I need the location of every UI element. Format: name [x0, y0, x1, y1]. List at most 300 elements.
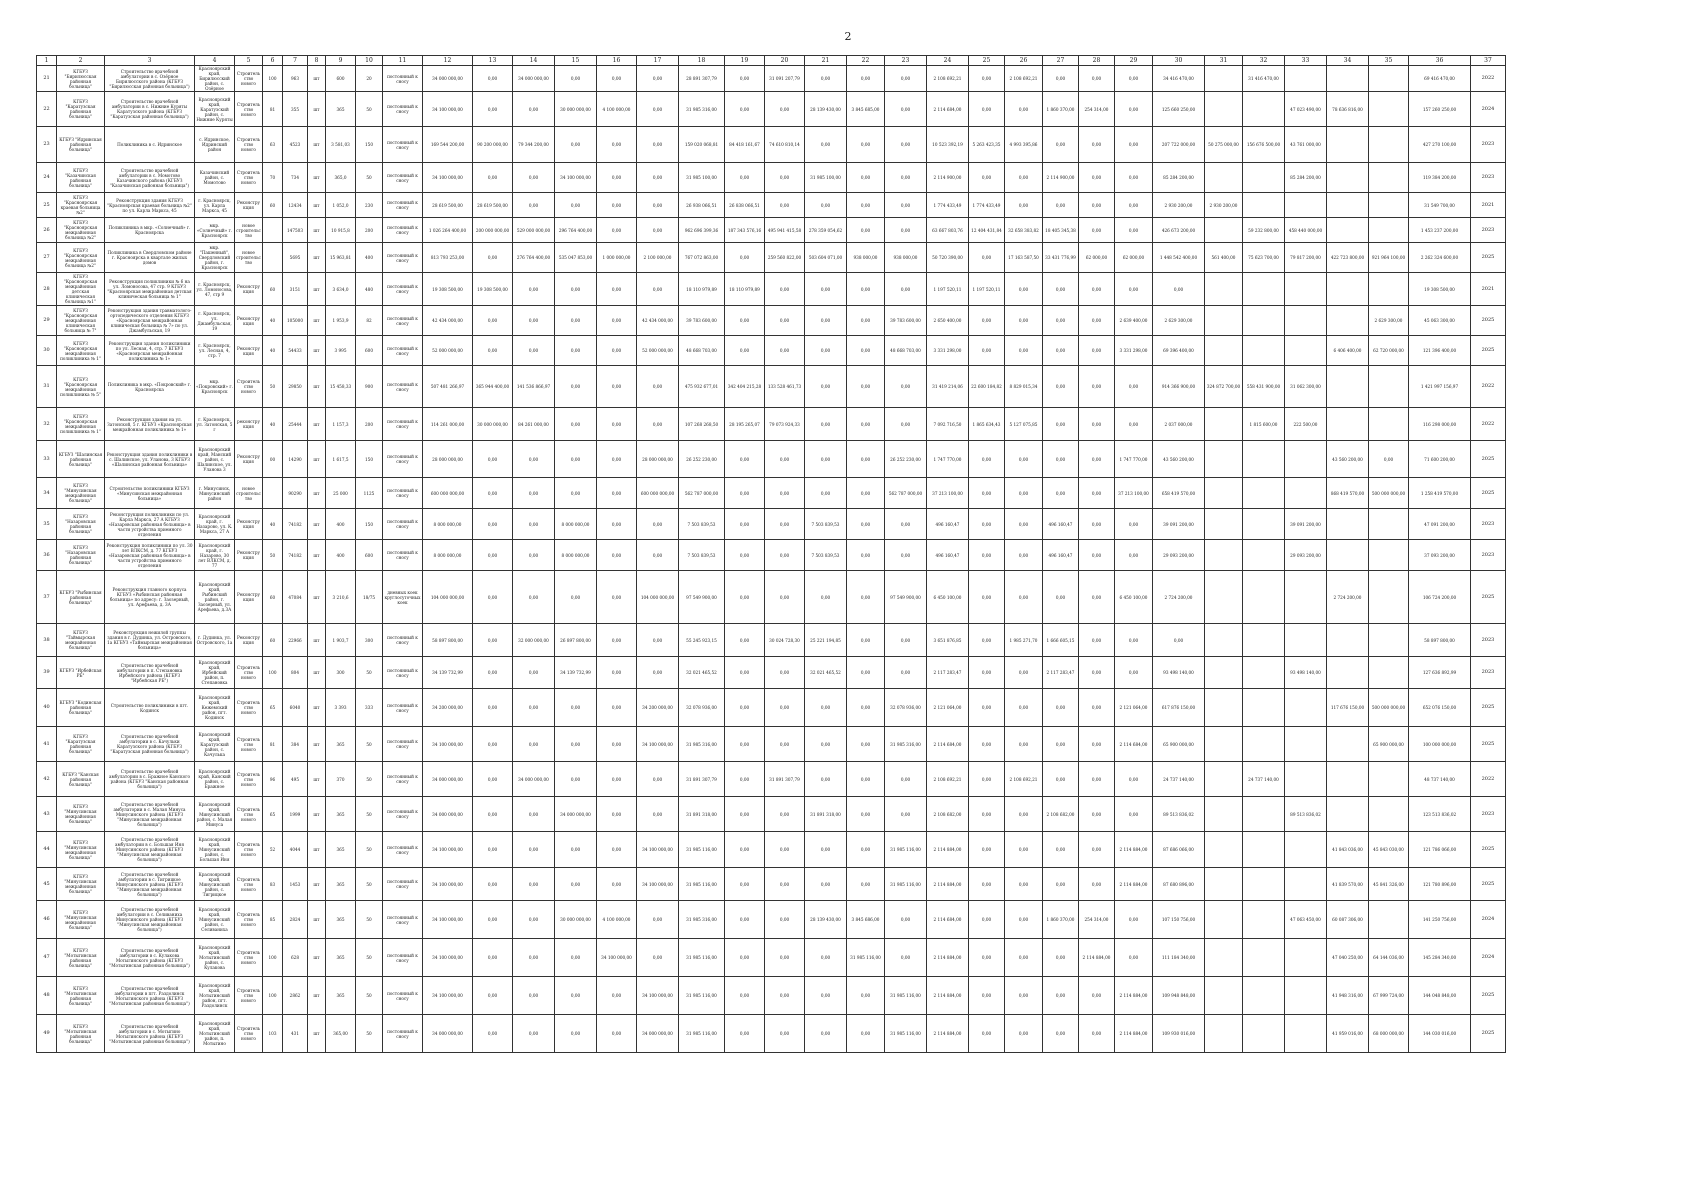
table-cell: Красноярский край, Минусинский район, с. Тигрицкое	[195, 868, 235, 901]
column-number-cell: 30	[1153, 56, 1205, 66]
table-cell: 0,00	[473, 901, 513, 939]
table-cell: 254 314,00	[1079, 901, 1115, 939]
table-cell: Реконструкция здания травматолого-ортопедического отделения КГБУЗ «Красноярская межрайонная клиническая больница № 7» по ул. Джамбульская, 19	[105, 306, 195, 336]
table-cell	[1243, 571, 1285, 624]
table-cell: 8 000 000,00	[555, 540, 597, 571]
table-cell: 0,00	[555, 478, 597, 509]
table-cell: 3 995	[326, 336, 356, 366]
table-cell: 0,00	[725, 762, 765, 797]
table-cell: 0,00	[1115, 92, 1153, 127]
table-cell: 43	[37, 797, 57, 832]
table-cell	[1205, 657, 1243, 689]
table-cell: 2025	[1471, 868, 1506, 901]
table-cell: постоянный к сносу	[383, 193, 423, 218]
table-cell: 0,00	[473, 336, 513, 366]
table-cell: 2025	[1471, 478, 1506, 509]
table-cell: шт	[308, 797, 326, 832]
column-number-cell: 10	[356, 56, 383, 66]
table-cell: 79 344 200,00	[513, 127, 555, 163]
table-cell: 156 676 500,00	[1243, 127, 1285, 163]
table-cell: Реконструкция	[235, 193, 263, 218]
table-cell: 0,00	[1079, 127, 1115, 163]
table-cell: 370	[326, 762, 356, 797]
table-cell: 0,00	[1005, 441, 1043, 478]
table-cell: 0,00	[555, 832, 597, 868]
table-cell: г. Красноярск, ул. Джамбульская, 19	[195, 306, 235, 336]
table-cell: 32 021 465,52	[679, 657, 725, 689]
table-cell: 29	[37, 306, 57, 336]
table-cell: 54433	[283, 336, 308, 366]
table-row	[37, 127, 1506, 163]
table-cell: Реконструкция здания поликлиники в с. Шалинское, ул. Уланова, 3 КГБУЗ «Шалинская районная больница»	[105, 441, 195, 478]
table-cell: Поликлиника в мкр. «Солнечный» г. Красноярска	[105, 218, 195, 243]
table-cell: 0,00	[473, 657, 513, 689]
table-cell: 0,00	[847, 127, 885, 163]
table-cell: 0,00	[597, 441, 637, 478]
table-cell: 0,00	[1079, 218, 1115, 243]
table-cell: 0,00	[637, 797, 679, 832]
table-cell: 62 000,00	[1115, 243, 1153, 273]
table-cell	[1327, 66, 1369, 92]
table-cell: 276 764 400,00	[513, 243, 555, 273]
table-cell: 43 761 000,00	[1285, 127, 1327, 163]
table-cell: 0,00	[513, 657, 555, 689]
table-cell: 0,00	[637, 66, 679, 92]
table-cell: 0,00	[805, 571, 847, 624]
table-cell	[1369, 797, 1409, 832]
table-cell: 2 629 300,00	[1369, 306, 1409, 336]
table-cell: КГБУЗ "Рыбинская районная больница"	[57, 571, 105, 624]
table-cell: 0,00	[1043, 727, 1079, 762]
table-cell: 365,00	[326, 1015, 356, 1053]
column-number-cell: 16	[597, 56, 637, 66]
table-cell	[1205, 218, 1243, 243]
table-cell: 2 114 900,00	[1043, 163, 1079, 193]
table-cell: 0,00	[1005, 868, 1043, 901]
table-cell: 34 000 000,00	[637, 1015, 679, 1053]
table-cell: 45 841 326,00	[1369, 868, 1409, 901]
table-cell: КГБУЗ "Ирбейская РБ"	[57, 657, 105, 689]
table-cell: 28 139 430,00	[805, 901, 847, 939]
table-cell: 42	[37, 762, 57, 797]
table-cell: 0,00	[885, 762, 927, 797]
table-cell: 2 930 200,00	[1205, 193, 1243, 218]
table-cell: 31 091 207,79	[765, 66, 805, 92]
table-cell: 145 284 340,00	[1409, 939, 1471, 977]
table-cell: 0,00	[1079, 832, 1115, 868]
table-cell: 617 876 150,00	[1153, 689, 1205, 727]
table-cell: КГБУЗ "Мотыгинская районная больница"	[57, 939, 105, 977]
table-cell: 34 100 000,00	[423, 92, 473, 127]
table-cell: 813 793 253,00	[423, 243, 473, 273]
table-cell: 0,00	[1005, 977, 1043, 1015]
table-cell: 0,00	[597, 689, 637, 727]
table-cell: 2025	[1471, 1015, 1506, 1053]
table-cell: постоянный к сносу	[383, 509, 423, 540]
table-cell	[1205, 727, 1243, 762]
table-cell: Реконструкция	[235, 306, 263, 336]
table-cell: 0,00	[847, 509, 885, 540]
table-cell	[1327, 218, 1369, 243]
table-cell: 2 108 692,21	[1005, 762, 1043, 797]
table-cell: 107 268 268,50	[679, 408, 725, 441]
table-cell: 0,00	[725, 939, 765, 977]
table-cell: с. Идринское, Идринский район	[195, 127, 235, 163]
table-cell: КГБУЗ "Мотыгинская районная больница"	[57, 1015, 105, 1053]
table-cell: 32 078 936,00	[679, 689, 725, 727]
table-cell: 150	[356, 127, 383, 163]
table-cell: 200 000 000,00	[473, 218, 513, 243]
table-cell: 0,00	[847, 832, 885, 868]
table-cell: КГБУЗ "Каратузская районная больница"	[57, 92, 105, 127]
table-cell	[1205, 478, 1243, 509]
table-cell: 31 416 470,00	[1243, 66, 1285, 92]
table-cell	[1243, 977, 1285, 1015]
table-cell: 0,00	[765, 441, 805, 478]
table-cell: 97 549 900,00	[885, 571, 927, 624]
table-cell: шт	[308, 540, 326, 571]
table-cell	[1327, 306, 1369, 336]
table-cell: 0,00	[1079, 1015, 1115, 1053]
table-cell: 0,00	[1079, 868, 1115, 901]
table-cell: 0,00	[847, 306, 885, 336]
table-cell: 0,00	[805, 366, 847, 408]
table-cell: 29850	[283, 366, 308, 408]
table-cell	[1285, 571, 1327, 624]
table-cell: постоянный к сносу	[383, 336, 423, 366]
table-cell	[1205, 540, 1243, 571]
table-cell	[1205, 571, 1243, 624]
table-cell: Строительство врачебной амбулатории в п. Степановка Ирбейского района (КГБУЗ "Ирбейская РБ")	[105, 657, 195, 689]
table-cell: 40	[263, 408, 283, 441]
table-row	[37, 441, 1506, 478]
table-cell: Красноярский край, Кежемский район, пгт. Кодинск	[195, 689, 235, 727]
table-cell: 475 932 677,01	[679, 366, 725, 408]
table-cell: 0,00	[847, 366, 885, 408]
table-cell: 333	[356, 689, 383, 727]
table-cell: 278 359 054,62	[805, 218, 847, 243]
table-cell	[1285, 939, 1327, 977]
table-cell: 0,00	[473, 540, 513, 571]
table-cell	[1243, 689, 1285, 727]
table-cell: 365,0	[326, 163, 356, 193]
table-cell: 0,00	[597, 832, 637, 868]
table-cell: 0,00	[725, 336, 765, 366]
table-cell: 0,00	[885, 797, 927, 832]
table-cell: 1 747 770,00	[927, 441, 969, 478]
table-cell: 0,00	[1079, 977, 1115, 1015]
table-cell	[1327, 727, 1369, 762]
table-cell: 0,00	[847, 478, 885, 509]
table-cell: 34 100 000,00	[423, 868, 473, 901]
table-cell: 69 396 400,00	[1153, 336, 1205, 366]
table-cell: 0,00	[597, 762, 637, 797]
table-cell: 0,00	[597, 273, 637, 306]
table-cell: 40	[37, 689, 57, 727]
table-cell: 500 000 000,00	[1369, 689, 1409, 727]
table-cell: 0,00	[1115, 218, 1153, 243]
table-cell: Реконструкция	[235, 441, 263, 478]
table-cell	[1369, 66, 1409, 92]
column-number-cell: 11	[383, 56, 423, 66]
table-cell: 0,00	[969, 336, 1005, 366]
table-cell: 50	[263, 366, 283, 408]
table-cell: 25444	[283, 408, 308, 441]
table-cell: 75 623 700,00	[1243, 243, 1285, 273]
table-row	[37, 689, 1506, 727]
table-cell: 0,00	[473, 832, 513, 868]
table-cell: Строительство поликлиники КГБУЗ «Минусинская межрайонная больница»	[105, 478, 195, 509]
table-cell: 40	[263, 509, 283, 540]
table-cell: 1 903,7	[326, 624, 356, 657]
table-cell	[1205, 689, 1243, 727]
table-cell: 0,00	[805, 408, 847, 441]
table-cell: Красноярский край, Ирбейский район, п. Степановка	[195, 657, 235, 689]
table-cell: 50	[356, 868, 383, 901]
table-cell: 0,00	[969, 441, 1005, 478]
table-cell: 3 845 685,00	[847, 92, 885, 127]
table-cell: 0,00	[765, 868, 805, 901]
table-cell: 0,00	[1043, 939, 1079, 977]
table-cell: 0,00	[473, 441, 513, 478]
table-cell: 0,00	[555, 762, 597, 797]
table-cell: 0,00	[969, 689, 1005, 727]
table-cell	[1205, 797, 1243, 832]
table-cell: Строительство врачебной амбулатории в пгт. Раздолинск Мотыгинского района (КГБУЗ "Мотыгинская районная больница")	[105, 977, 195, 1015]
table-cell: 187 343 576,16	[725, 218, 765, 243]
table-cell: 0,00	[513, 939, 555, 977]
column-number-cell: 23	[885, 56, 927, 66]
table-cell: 0,00	[1115, 540, 1153, 571]
table-cell: 150	[356, 509, 383, 540]
column-number-cell: 19	[725, 56, 765, 66]
table-cell: Строительство нового	[235, 939, 263, 977]
table-cell: Поликлиника в мкр. «Покровский» г. Красноярска	[105, 366, 195, 408]
table-cell: 868 419 570,00	[1327, 478, 1369, 509]
table-cell: 0,00	[885, 92, 927, 127]
table-cell: 0,00	[805, 689, 847, 727]
table-cell: 0,00	[597, 509, 637, 540]
table-cell	[1205, 762, 1243, 797]
table-cell: шт	[308, 66, 326, 92]
table-cell	[1243, 336, 1285, 366]
table-cell: КГБУЗ "Красноярская межрайонная поликлиника № 1"	[57, 408, 105, 441]
table-cell: 0,00	[1115, 127, 1153, 163]
table-cell: 89 513 836,02	[1285, 797, 1327, 832]
table-cell	[1285, 273, 1327, 306]
table-cell: Строительство врачебной амбулатории в с. Озёрное Бирилюсского района (КГБУЗ "Бирилюсская районная больница")	[105, 66, 195, 92]
table-cell: 0,00	[513, 797, 555, 832]
table-cell: постоянный к сносу	[383, 163, 423, 193]
table-cell: 26 838 066,51	[725, 193, 765, 218]
table-cell: 600 000 000,00	[423, 478, 473, 509]
table-cell: 2024	[1471, 92, 1506, 127]
table-cell: 0,00	[1043, 408, 1079, 441]
table-cell	[1327, 273, 1369, 306]
table-cell: Красноярский край, Рыбинский район, г. Заозерный, ул. Арефьева, д.3А	[195, 571, 235, 624]
table-cell: 34 100 000,00	[423, 977, 473, 1015]
table-cell: 0,00	[1043, 832, 1079, 868]
table-cell: постоянный к сносу	[383, 977, 423, 1015]
table-cell: 47 023 490,00	[1285, 92, 1327, 127]
table-row	[37, 939, 1506, 977]
table-cell: 14290	[283, 441, 308, 478]
table-cell: КГБУЗ "Красноярская межрайонная детская клиническая больница №1"	[57, 273, 105, 306]
table-cell: шт	[308, 727, 326, 762]
table-cell: 31 985 116,00	[885, 1015, 927, 1053]
column-number-cell: 24	[927, 56, 969, 66]
table-cell: 34 139 732,99	[555, 657, 597, 689]
table-cell: 963	[283, 66, 308, 92]
table-cell: 400	[326, 540, 356, 571]
table-cell	[1327, 509, 1369, 540]
table-cell: 0,00	[473, 92, 513, 127]
table-cell: 365	[326, 939, 356, 977]
table-cell: 0,00	[473, 163, 513, 193]
table-cell: Реконструкция поликлиники по ул. Карла Маркса, 27 А КГБУЗ «Назаровская районная больница» в части устройства приемного отделения	[105, 509, 195, 540]
table-cell: 0,00	[847, 163, 885, 193]
table-cell: 103	[263, 1015, 283, 1053]
table-cell: 42 434 000,00	[423, 306, 473, 336]
table-cell: 10 915,8	[326, 218, 356, 243]
table-cell: 38	[37, 624, 57, 657]
table-cell: 12 404 431,84	[969, 218, 1005, 243]
table-cell: 18/75	[356, 571, 383, 624]
table-cell: Строительство нового	[235, 977, 263, 1015]
table-row	[37, 306, 1506, 336]
table-cell: 365	[326, 832, 356, 868]
table-cell: 0,00	[765, 193, 805, 218]
table-cell: 230	[356, 193, 383, 218]
table-cell: КГБУЗ "Канская районная больница"	[57, 762, 105, 797]
table-cell: 62 720 000,00	[1369, 336, 1409, 366]
table-cell: 2025	[1471, 727, 1506, 762]
table-cell: 0,00	[555, 193, 597, 218]
table-cell: 0,00	[555, 127, 597, 163]
table-cell: 0,00	[765, 832, 805, 868]
table-cell: Красноярский край, Минусинский район, с. Селиваниха	[195, 901, 235, 939]
table-cell: реконструкция	[235, 408, 263, 441]
table-cell: г. Красноярск, ул. Карла Маркса, 45	[195, 193, 235, 218]
table-cell: 65 900 000,00	[1369, 727, 1409, 762]
table-cell: КГБУЗ "Красноярская межрайонная больница №2"	[57, 218, 105, 243]
table-cell: 18 110 979,89	[679, 273, 725, 306]
table-cell: 0,00	[473, 689, 513, 727]
table-cell: 0,00	[637, 193, 679, 218]
table-cell: 0,00	[1079, 689, 1115, 727]
table-cell	[1285, 762, 1327, 797]
table-row	[37, 977, 1506, 1015]
table-cell: 0,00	[555, 306, 597, 336]
table-cell: 0,00	[1115, 408, 1153, 441]
table-cell: 52 000 000,00	[637, 336, 679, 366]
table-cell: 0,00	[597, 1015, 637, 1053]
table-cell: 29 093 200,00	[1285, 540, 1327, 571]
table-cell: 0,00	[765, 306, 805, 336]
table-cell: 144 030 016,00	[1409, 1015, 1471, 1053]
table-cell	[1205, 66, 1243, 92]
table-cell	[1243, 193, 1285, 218]
table-cell: 26 938 066,51	[679, 193, 725, 218]
table-cell: постоянный к сносу	[383, 901, 423, 939]
table-cell: 26	[37, 218, 57, 243]
table-cell: 0,00	[969, 306, 1005, 336]
table-cell: шт	[308, 273, 326, 306]
table-cell: 47	[37, 939, 57, 977]
table-cell: 1 985 271,70	[1005, 624, 1043, 657]
table-cell: 0,00	[805, 66, 847, 92]
table-cell: 121 396 400,00	[1409, 336, 1471, 366]
table-cell: 0,00	[765, 901, 805, 939]
table-cell: 68 000 000,00	[1369, 1015, 1409, 1053]
table-cell: 0,00	[1079, 336, 1115, 366]
table-cell: 3 651 876,85	[927, 624, 969, 657]
table-cell: 22 600 184,82	[969, 366, 1005, 408]
table-cell: 0,00	[969, 66, 1005, 92]
table-cell: 207 722 000,00	[1153, 127, 1205, 163]
table-cell: 93 498 140,00	[1153, 657, 1205, 689]
table-cell: 1 052,0	[326, 193, 356, 218]
table-cell: 0,00	[969, 762, 1005, 797]
table-cell: Строительство врачебной амбулатории в с. Тигрицкое Минусинского района (КГБУЗ "Минусинская межрайонная больница")	[105, 868, 195, 901]
table-cell: новое строительство	[235, 243, 263, 273]
table-cell: 0,00	[513, 571, 555, 624]
table-row	[37, 832, 1506, 868]
table-cell: 39 091 200,00	[1153, 509, 1205, 540]
table-cell: КГБУЗ "Красноярская межрайонная поликлиника № 5"	[57, 366, 105, 408]
table-cell: 2023	[1471, 509, 1506, 540]
table-cell: 658 419 570,00	[1153, 478, 1205, 509]
table-cell: КГБУЗ "Минусинская межрайонная больница"	[57, 868, 105, 901]
table-cell: 31 891 307,79	[679, 762, 725, 797]
table-cell: постоянный к сносу	[383, 939, 423, 977]
table-cell: 562 787 000,00	[679, 478, 725, 509]
table-cell: Строительство нового	[235, 127, 263, 163]
table-cell: Строительство нового	[235, 762, 263, 797]
table-cell: 2 114 884,00	[1115, 868, 1153, 901]
table-cell: 48	[37, 977, 57, 1015]
table-cell: 31 985 316,00	[679, 901, 725, 939]
table-cell	[1285, 624, 1327, 657]
table-cell: шт	[308, 509, 326, 540]
table-cell: Строительство врачебной амбулатории в с. Момотово Казачинского района (КГБУЗ "Казачинская районная больница")	[105, 163, 195, 193]
column-number-cell: 25	[969, 56, 1005, 66]
table-cell: 2021	[1471, 193, 1506, 218]
table-cell: Реконструкция здания на ул. Затонской, 5 г. КГБУЗ «Красноярская межрайонная поликлиника № 1»	[105, 408, 195, 441]
table-cell: 2 639 400,00	[1115, 306, 1153, 336]
table-cell	[1243, 273, 1285, 306]
table-cell: КГБУЗ "Кодинская районная больница"	[57, 689, 105, 727]
table-cell: 36	[37, 540, 57, 571]
table-cell: 0,00	[969, 832, 1005, 868]
table-cell: мкр. «Солнечный» г. Красноярск	[195, 218, 235, 243]
table-cell: 2 108 682,00	[927, 797, 969, 832]
table-cell: Строительство нового	[235, 868, 263, 901]
table-cell: 365	[326, 797, 356, 832]
table-cell: 1 026 264 400,00	[423, 218, 473, 243]
table-cell: 0,00	[555, 571, 597, 624]
table-cell: 34 100 000,00	[637, 977, 679, 1015]
table-cell: 44	[37, 832, 57, 868]
table-cell: 254 314,00	[1079, 92, 1115, 127]
table-row	[37, 193, 1506, 218]
table-cell: 496 160,47	[927, 540, 969, 571]
table-cell: 0,00	[969, 478, 1005, 509]
table-cell: шт	[308, 127, 326, 163]
table-cell: 400	[356, 243, 383, 273]
table-cell	[1327, 193, 1369, 218]
table-cell: шт	[308, 336, 326, 366]
